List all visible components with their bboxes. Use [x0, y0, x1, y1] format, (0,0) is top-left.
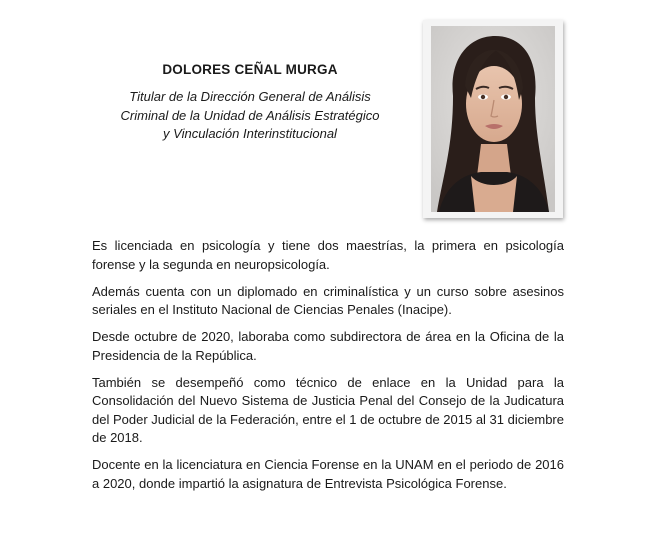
- portrait-photo: [431, 26, 555, 212]
- role-line: Titular de la Dirección General de Análisis: [129, 89, 371, 104]
- bio-paragraph: Además cuenta con un diplomado en criminalística y un curso sobre asesinos seriales en el Instituto Nacional de Ciencias Penales (Inacipe).: [92, 283, 564, 317]
- biography: [92, 237, 564, 502]
- bio-paragraph: Es licenciada en psicología y tiene dos maestrías, la primera en psicología forense y la segunda en neuropsicología.: [92, 238, 564, 272]
- role-line: Criminal de la Unidad de Análisis Estratégico: [120, 107, 380, 123]
- profile-role: [88, 88, 412, 144]
- bio-paragraph: Desde octubre de 2020, laboraba como subdirectora de área en la Oficina de la Presidencia de la República.: [92, 329, 564, 363]
- bio-paragraph: Docente en la licenciatura en Ciencia Forense en la UNAM en el periodo de 2016 a 2020, donde impartió la asignatura de Entrevista Psicológica Forense.: [92, 457, 564, 491]
- portrait-illustration: [431, 26, 555, 212]
- bio-paragraph: También se desempeñó como técnico de enlace en la Unidad para la Consolidación del Nuevo Sistema de Justicia Penal del Consejo de la Judicatura del Poder Judicial de la Federación, entre el 1 de octubre de 2015 al 31 diciembre de 2018.: [92, 374, 564, 445]
- portrait-frame: [423, 20, 563, 218]
- role-line: y Vinculación Interinstitucional: [163, 126, 337, 141]
- profile-name: DOLORES CEÑAL MURGA: [162, 62, 338, 77]
